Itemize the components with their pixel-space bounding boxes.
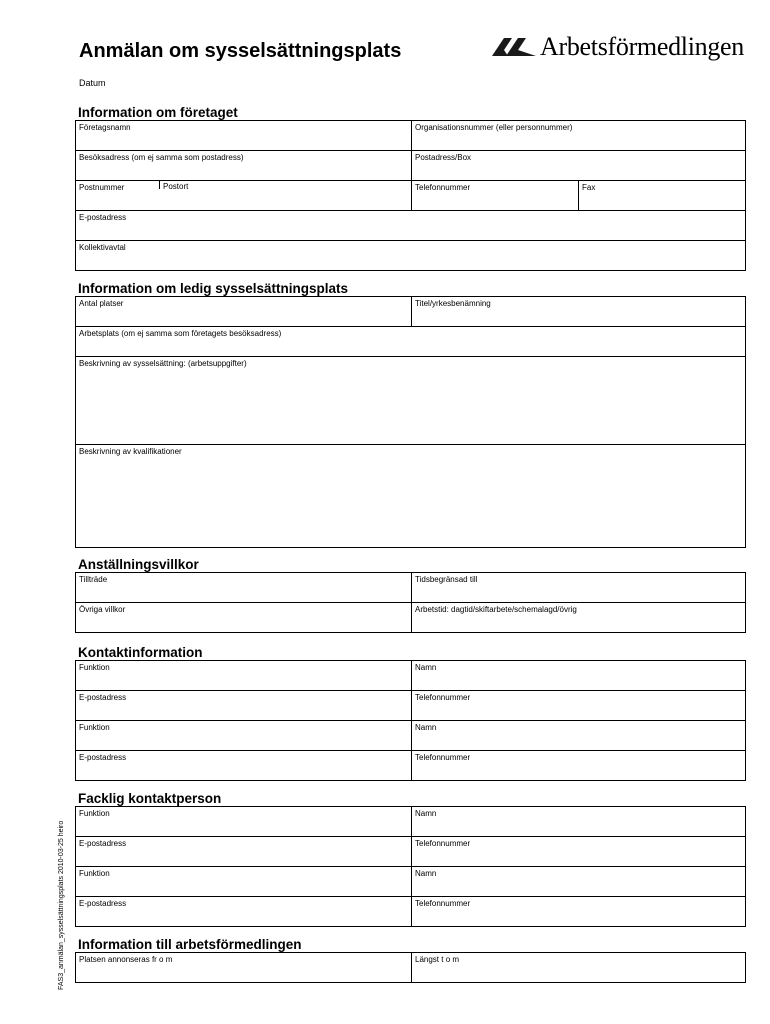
- field-label: Organisationsnummer (eller personnummer): [415, 123, 573, 132]
- form-row: [76, 836, 745, 866]
- field-label: Namn: [415, 663, 437, 672]
- section-kontakt: [75, 645, 746, 781]
- villkor-grid: [75, 572, 746, 633]
- arbetsformedlingen-logo: [492, 30, 744, 64]
- field-label: Antal platser: [79, 299, 124, 308]
- field-foretagsnamn[interactable]: [76, 121, 411, 150]
- field-label: Tidsbegränsad till: [415, 575, 478, 584]
- field-label: Besöksadress (om ej samma som postadress): [79, 153, 244, 162]
- form-row: [76, 326, 745, 356]
- field-label: E-postadress: [79, 213, 127, 222]
- section-heading: Facklig kontaktperson: [78, 791, 222, 806]
- field-label: E-postadress: [79, 693, 127, 702]
- section-heading: Information om företaget: [78, 105, 238, 120]
- field-antal-platser[interactable]: [76, 297, 411, 326]
- field-label: Övriga villkor: [79, 605, 126, 614]
- kontakt-grid: [75, 660, 746, 781]
- field-label: Företagsnamn: [79, 123, 131, 132]
- field-facklig-epost[interactable]: [76, 837, 411, 866]
- field-label: Funktion: [79, 809, 110, 818]
- field-kontakt-namn[interactable]: [411, 661, 745, 690]
- field-telefon[interactable]: [411, 181, 578, 210]
- field-arbetsplats[interactable]: [76, 327, 745, 356]
- field-label: Fax: [582, 183, 596, 192]
- field-epost[interactable]: [76, 211, 745, 240]
- field-label: Telefonnummer: [415, 183, 471, 192]
- form-row: [76, 866, 745, 896]
- section-foretaget: [75, 105, 746, 271]
- form-row: [76, 444, 745, 547]
- field-label: Namn: [415, 723, 437, 732]
- field-kontakt-telefon[interactable]: [411, 691, 745, 720]
- field-besoksadress[interactable]: [76, 151, 411, 180]
- section-heading: Anställningsvillkor: [78, 557, 199, 572]
- field-titel[interactable]: [411, 297, 745, 326]
- field-kontakt-epost[interactable]: [76, 691, 411, 720]
- field-kollektivavtal[interactable]: [76, 241, 745, 270]
- field-label: Funktion: [79, 723, 110, 732]
- section-heading: Information om ledig sysselsättningsplats: [78, 281, 349, 296]
- field-label: Platsen annonseras fr o m: [79, 955, 173, 964]
- arbetsformedlingen-grid: [75, 952, 746, 983]
- form-row: [76, 180, 745, 210]
- field-facklig-funktion-2[interactable]: [76, 867, 411, 896]
- field-label: E-postadress: [79, 839, 127, 848]
- field-kontakt-funktion[interactable]: [76, 661, 411, 690]
- section-ledig: [75, 281, 746, 548]
- field-label: Postnummer: [79, 183, 125, 192]
- ledig-grid: [75, 296, 746, 548]
- form-row: [76, 210, 745, 240]
- field-kvalifikationer[interactable]: [76, 445, 745, 547]
- field-kontakt-telefon-2[interactable]: [411, 751, 745, 780]
- field-label: Beskrivning av sysselsättning: (arbetsuppgifter): [79, 359, 247, 368]
- form-row: [76, 720, 745, 750]
- form-row: [76, 121, 745, 150]
- field-beskrivning[interactable]: [76, 357, 745, 444]
- field-label: Telefonnummer: [415, 839, 471, 848]
- form-id-side-text: FAS3_anmälan_sysselsättningsplats 2010-03-25 heiro: [58, 820, 65, 990]
- field-fax[interactable]: [578, 181, 745, 210]
- form-row: [76, 573, 745, 602]
- field-label: E-postadress: [79, 899, 127, 908]
- form-row: [76, 297, 745, 326]
- field-tidsbegransad[interactable]: [411, 573, 745, 602]
- field-label: Kollektivavtal: [79, 243, 126, 252]
- field-tilltrade[interactable]: [76, 573, 411, 602]
- field-annonseras[interactable]: [76, 953, 411, 982]
- field-ovriga-villkor[interactable]: [76, 603, 411, 632]
- field-label: Längst t o m: [415, 955, 460, 964]
- field-kontakt-funktion-2[interactable]: [76, 721, 411, 750]
- field-label: Arbetsplats (om ej samma som företagets besöksadress): [79, 329, 282, 338]
- field-facklig-funktion[interactable]: [76, 807, 411, 836]
- field-label: Telefonnummer: [415, 753, 471, 762]
- form-row: [76, 690, 745, 720]
- field-kontakt-namn-2[interactable]: [411, 721, 745, 750]
- page-title: Anmälan om sysselsättningsplats: [79, 40, 402, 62]
- field-label: E-postadress: [79, 753, 127, 762]
- foretaget-grid: [75, 120, 746, 271]
- datum-label: Datum: [79, 78, 106, 88]
- field-postadress[interactable]: [411, 151, 745, 180]
- form-row: [76, 661, 745, 690]
- field-label: Funktion: [79, 663, 110, 672]
- facklig-grid: [75, 806, 746, 927]
- field-facklig-epost-2[interactable]: [76, 897, 411, 926]
- field-kontakt-epost-2[interactable]: [76, 751, 411, 780]
- field-label: Arbetstid: dagtid/skiftarbete/schemalagd/övrig: [415, 605, 577, 614]
- field-label: Telefonnummer: [415, 899, 471, 908]
- logo-mark-icon: [492, 36, 536, 58]
- section-arbetsformedlingen: [75, 937, 746, 983]
- field-facklig-namn[interactable]: [411, 807, 745, 836]
- form-row: [76, 750, 745, 780]
- field-postnummer[interactable]: [76, 181, 411, 210]
- field-arbetstid[interactable]: [411, 603, 745, 632]
- section-villkor: [75, 557, 746, 633]
- field-label: Beskrivning av kvalifikationer: [79, 447, 182, 456]
- form-row: [76, 896, 745, 926]
- field-langst[interactable]: [411, 953, 745, 982]
- field-orgnr[interactable]: [411, 121, 745, 150]
- section-heading: Kontaktinformation: [78, 645, 203, 660]
- form-row: [76, 356, 745, 444]
- section-facklig: [75, 791, 746, 927]
- form-row: [76, 602, 745, 632]
- form-row: [76, 807, 745, 836]
- field-label: Titel/yrkesbenämning: [415, 299, 491, 308]
- field-label: Postadress/Box: [415, 153, 472, 162]
- field-label: Namn: [415, 869, 437, 878]
- field-facklig-namn-2[interactable]: [411, 867, 745, 896]
- field-facklig-telefon[interactable]: [411, 837, 745, 866]
- field-postort[interactable]: Postort: [159, 181, 188, 189]
- field-facklig-telefon-2[interactable]: [411, 897, 745, 926]
- form-row: [76, 150, 745, 180]
- form-row: [76, 953, 745, 982]
- section-heading: Information till arbetsförmedlingen: [78, 937, 302, 952]
- field-label: Funktion: [79, 869, 110, 878]
- logo-text: Arbetsförmedlingen: [540, 32, 744, 61]
- form-row: [76, 240, 745, 270]
- field-label: Namn: [415, 809, 437, 818]
- field-label: Telefonnummer: [415, 693, 471, 702]
- field-label: Tillträde: [79, 575, 108, 584]
